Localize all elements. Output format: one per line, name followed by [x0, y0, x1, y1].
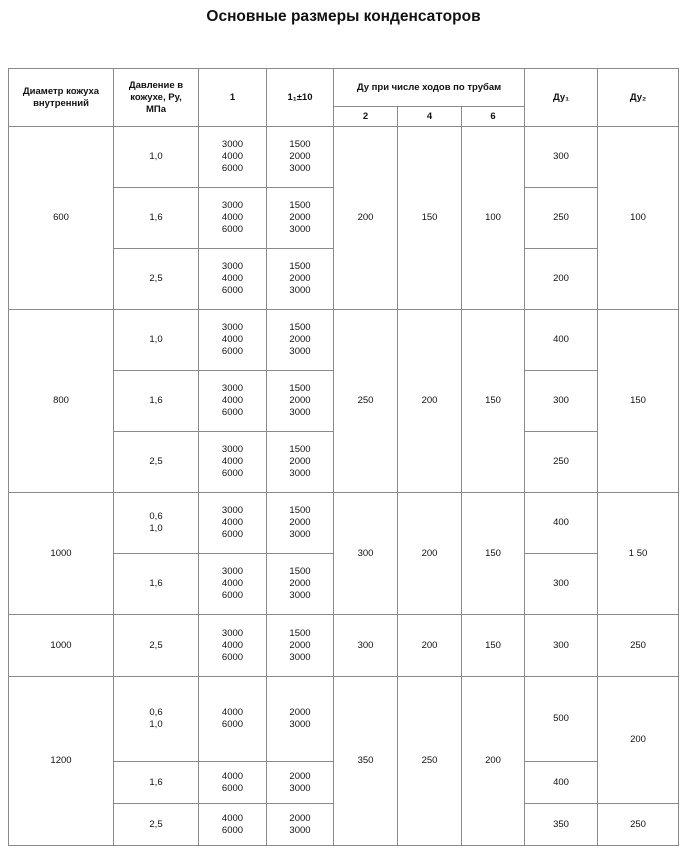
- pressure-cell: 2,5: [114, 249, 199, 310]
- length-l1-cell: 2000 3000: [267, 804, 334, 846]
- length-cell: 3000 4000 6000: [199, 432, 267, 493]
- header-du2: Ду₂: [598, 69, 679, 127]
- du1-cell: 300: [525, 615, 598, 677]
- du1-cell: 200: [525, 249, 598, 310]
- length-cell: 3000 4000 6000: [199, 310, 267, 371]
- length-l1-cell: 1500 2000 3000: [267, 127, 334, 188]
- header-du-group: Ду при числе ходов по трубам: [334, 69, 525, 107]
- passes-2-cell: 300: [334, 493, 398, 615]
- pressure-cell: 1,0: [114, 127, 199, 188]
- pressure-cell: 1,6: [114, 188, 199, 249]
- pressure-cell: 1,6: [114, 371, 199, 432]
- length-cell: 4000 6000: [199, 804, 267, 846]
- passes-4-cell: 200: [398, 310, 462, 493]
- diameter-cell: 1200: [9, 677, 114, 846]
- condenser-dimensions-table: [8, 68, 679, 846]
- header-passes-2: 2: [334, 107, 398, 127]
- du1-cell: 350: [525, 804, 598, 846]
- passes-2-cell: 350: [334, 677, 398, 846]
- length-l1-cell: 2000 3000: [267, 762, 334, 804]
- header-passes-4: 4: [398, 107, 462, 127]
- du1-cell: 500: [525, 677, 598, 762]
- length-l1-cell: 2000 3000: [267, 677, 334, 762]
- length-cell: 3000 4000 6000: [199, 371, 267, 432]
- passes-4-cell: 200: [398, 615, 462, 677]
- diameter-cell: 1000: [9, 615, 114, 677]
- pressure-cell: 1,6: [114, 762, 199, 804]
- length-cell: 3000 4000 6000: [199, 127, 267, 188]
- diameter-cell: 600: [9, 127, 114, 310]
- du1-cell: 300: [525, 127, 598, 188]
- header-length: 1: [199, 69, 267, 127]
- pressure-cell: 1,6: [114, 554, 199, 615]
- passes-4-cell: 200: [398, 493, 462, 615]
- pressure-cell: 2,5: [114, 804, 199, 846]
- du2-cell: 250: [598, 804, 679, 846]
- pressure-cell: 2,5: [114, 432, 199, 493]
- du2-cell: 100: [598, 127, 679, 310]
- passes-6-cell: 150: [462, 493, 525, 615]
- header-length-l1: 1₁±10: [267, 69, 334, 127]
- passes-2-cell: 300: [334, 615, 398, 677]
- passes-2-cell: 250: [334, 310, 398, 493]
- du1-cell: 400: [525, 310, 598, 371]
- du1-cell: 250: [525, 188, 598, 249]
- du1-cell: 400: [525, 493, 598, 554]
- length-cell: 3000 4000 6000: [199, 493, 267, 554]
- table-row: [9, 615, 679, 677]
- passes-6-cell: 150: [462, 615, 525, 677]
- length-l1-cell: 1500 2000 3000: [267, 310, 334, 371]
- diameter-cell: 800: [9, 310, 114, 493]
- header-diameter: Диаметр кожуха внутренний: [9, 69, 114, 127]
- table-row: [9, 677, 679, 762]
- length-l1-cell: 1500 2000 3000: [267, 188, 334, 249]
- table-row: [9, 493, 679, 554]
- length-cell: 3000 4000 6000: [199, 188, 267, 249]
- table-row: [9, 127, 679, 188]
- header-du1: Ду₁: [525, 69, 598, 127]
- du1-cell: 250: [525, 432, 598, 493]
- passes-4-cell: 150: [398, 127, 462, 310]
- length-cell: 3000 4000 6000: [199, 249, 267, 310]
- length-l1-cell: 1500 2000 3000: [267, 371, 334, 432]
- pressure-cell: 1,0: [114, 310, 199, 371]
- length-l1-cell: 1500 2000 3000: [267, 493, 334, 554]
- length-l1-cell: 1500 2000 3000: [267, 554, 334, 615]
- du2-cell: 200: [598, 677, 679, 804]
- du1-cell: 300: [525, 554, 598, 615]
- du2-cell: 250: [598, 615, 679, 677]
- pressure-cell: 0,6 1,0: [114, 493, 199, 554]
- du2-cell: 1 50: [598, 493, 679, 615]
- passes-6-cell: 100: [462, 127, 525, 310]
- du1-cell: 300: [525, 371, 598, 432]
- diameter-cell: 1000: [9, 493, 114, 615]
- header-passes-6: 6: [462, 107, 525, 127]
- passes-2-cell: 200: [334, 127, 398, 310]
- length-cell: 3000 4000 6000: [199, 615, 267, 677]
- header-row-1: [9, 69, 679, 107]
- du2-cell: 150: [598, 310, 679, 493]
- length-cell: 3000 4000 6000: [199, 554, 267, 615]
- header-pressure: Давление в кожухе, Ру, МПа: [114, 69, 199, 127]
- pressure-cell: 0,6 1,0: [114, 677, 199, 762]
- length-l1-cell: 1500 2000 3000: [267, 615, 334, 677]
- table-row: [9, 310, 679, 371]
- length-cell: 4000 6000: [199, 677, 267, 762]
- length-l1-cell: 1500 2000 3000: [267, 432, 334, 493]
- length-cell: 4000 6000: [199, 762, 267, 804]
- length-l1-cell: 1500 2000 3000: [267, 249, 334, 310]
- pressure-cell: 2,5: [114, 615, 199, 677]
- passes-6-cell: 150: [462, 310, 525, 493]
- passes-4-cell: 250: [398, 677, 462, 846]
- page-title: Основные размеры конденсаторов: [206, 8, 481, 25]
- du1-cell: 400: [525, 762, 598, 804]
- passes-6-cell: 200: [462, 677, 525, 846]
